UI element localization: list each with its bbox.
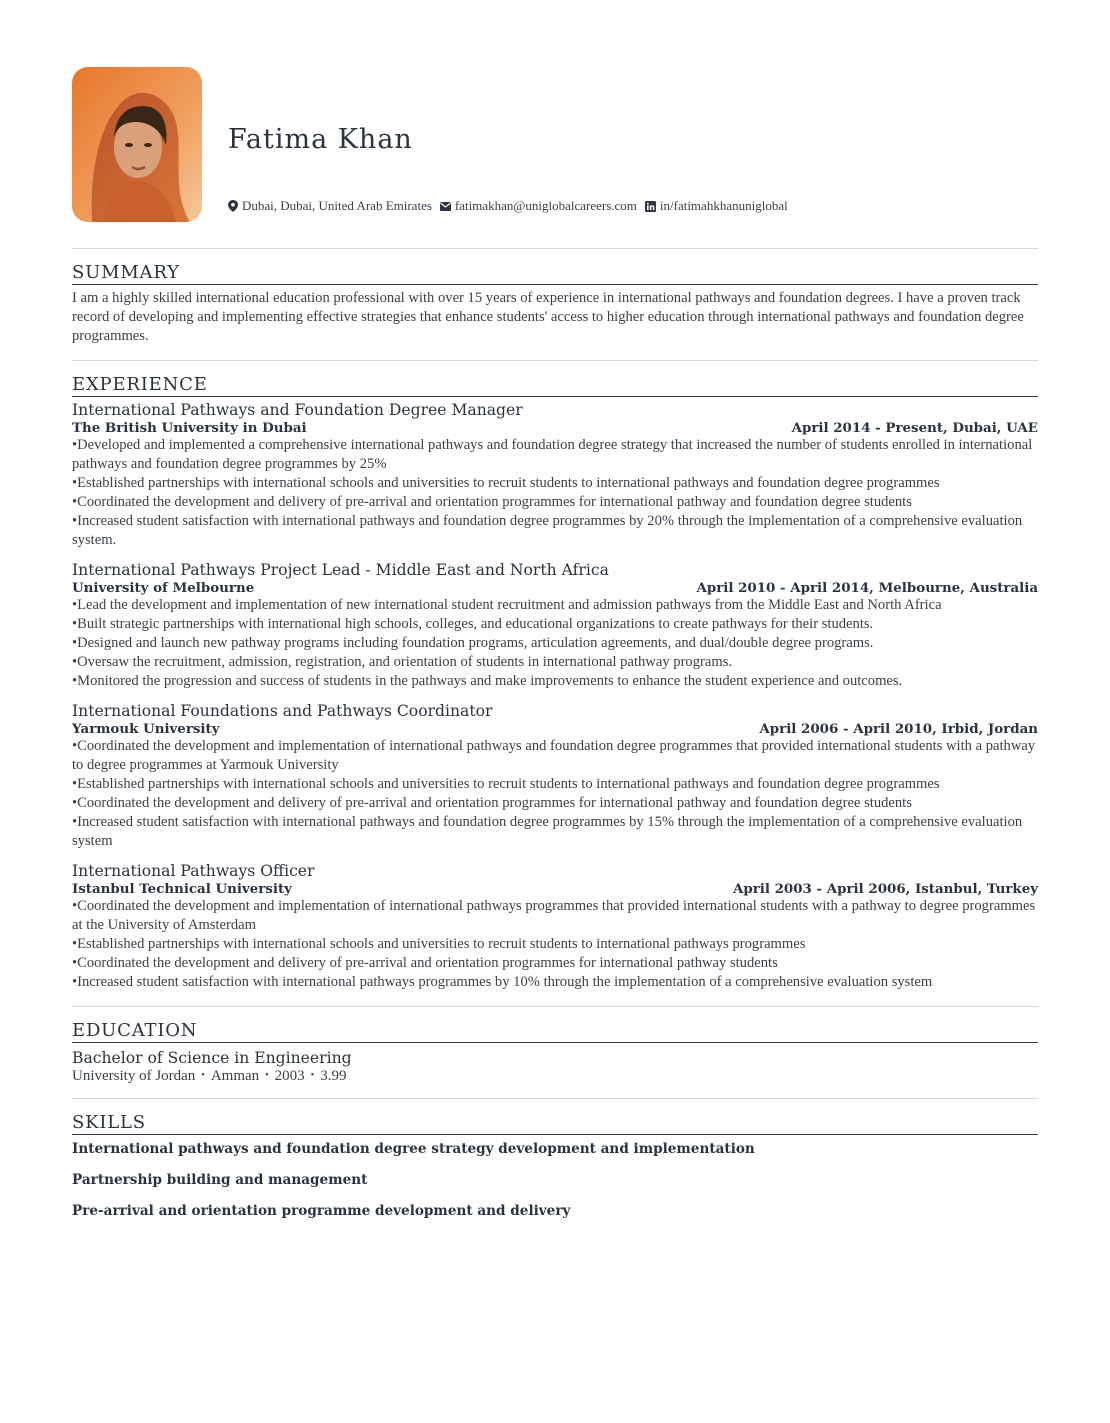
education-title: EDUCATION: [72, 1020, 1038, 1043]
separator-dot-icon: •: [201, 1070, 205, 1081]
job-bullet: • Designed and launch new pathway programs including foundation programs, articulation agreements, and dual/double degree programs.: [72, 634, 1038, 653]
summary-title: SUMMARY: [72, 262, 1038, 285]
job-bullet: • Established partnerships with international schools and universities to recruit students to international pathways and foundation degree programmes: [72, 474, 1038, 493]
job-company: University of Melbourne: [72, 580, 255, 596]
contact-location: [228, 198, 432, 214]
job-meta: April 2006 - April 2010, Irbid, Jordan: [759, 721, 1038, 737]
summary-section: [72, 262, 1038, 346]
divider: [72, 1006, 1038, 1007]
divider: [72, 248, 1038, 249]
contact-bar: [228, 198, 788, 214]
contact-email[interactable]: [440, 198, 637, 214]
job-bullet: • Coordinated the development and implementation of international pathways and foundation degree programmes that provided international students with a pathway to degree programmes at Yarmouk University: [72, 737, 1038, 775]
job-bullet: • Monitored the progression and success of students in the pathways and make improvements to enhance the student experience and outcomes.: [72, 672, 1038, 691]
divider: [72, 1098, 1038, 1099]
experience-section: [72, 374, 1038, 992]
job-title: International Foundations and Pathways Coordinator: [72, 702, 493, 720]
skill-item: International pathways and foundation degree strategy development and implementation: [72, 1141, 755, 1157]
job-subheader: [72, 420, 1038, 436]
job-company: Yarmouk University: [72, 721, 220, 737]
skills-section: [72, 1112, 1038, 1220]
job-bullet: • Established partnerships with international schools and universities to recruit students to international pathways programmes: [72, 935, 1038, 954]
education-degree: Bachelor of Science in Engineering: [72, 1049, 352, 1067]
job-bullet: • Developed and implemented a comprehensive international pathways and foundation degree strategy that increased the number of students enrolled in international pathways and foundation degree programmes by 25%: [72, 436, 1038, 474]
skill-item: Pre-arrival and orientation programme development and delivery: [72, 1203, 571, 1219]
job-meta: April 2003 - April 2006, Istanbul, Turkey: [732, 881, 1038, 897]
job-bullet: • Coordinated the development and delivery of pre-arrival and orientation programmes for international pathway students: [72, 954, 1038, 973]
education-details: [72, 1067, 1038, 1085]
job-bullet: • Built strategic partnerships with international high schools, colleges, and educational organizations to create pathways for their students.: [72, 615, 1038, 634]
job-entry: [72, 862, 1038, 992]
job-bullet: • Oversaw the recruitment, admission, registration, and orientation of students in international pathway programs.: [72, 653, 1038, 672]
resume-page: [72, 66, 1038, 1220]
location-text: Dubai, Dubai, United Arab Emirates: [242, 198, 432, 213]
separator-dot-icon: •: [310, 1070, 315, 1081]
summary-text: I am a highly skilled international education professional with over 15 years of experience in international pathways and foundation degrees. I have a proven track record of developing and implementing effective strategies that enhance students' access to higher education through international pathways and foundation degree programmes.: [72, 290, 1024, 344]
education-year: 2003: [274, 1068, 305, 1084]
linkedin-text[interactable]: in/fatimahkhanuniglobal: [659, 198, 788, 213]
job-bullet: • Increased student satisfaction with international pathways programmes by 10% through the implementation of a comprehensive evaluation system: [72, 973, 1038, 992]
education-section: [72, 1020, 1038, 1085]
job-subheader: [72, 881, 1038, 897]
envelope-icon: [440, 202, 451, 211]
job-title: International Pathways and Foundation Degree Manager: [72, 401, 523, 419]
resume-header: [72, 66, 1038, 222]
experience-title: EXPERIENCE: [72, 374, 1038, 397]
job-subheader: [72, 721, 1038, 737]
education-city: Amman: [210, 1068, 260, 1084]
separator-dot-icon: •: [265, 1070, 269, 1081]
skills-title: SKILLS: [72, 1112, 1038, 1135]
job-entry: [72, 561, 1038, 691]
divider: [72, 360, 1038, 361]
job-bullet: • Coordinated the development and implementation of international pathways programmes that provided international students with a pathway to degree programmes at the University of Amsterdam: [72, 897, 1038, 935]
location-pin-icon: [228, 200, 238, 212]
job-company: Istanbul Technical University: [72, 881, 292, 897]
job-bullet: • Increased student satisfaction with international pathways and foundation degree programmes by 20% through the implementation of a comprehensive evaluation system.: [72, 512, 1038, 550]
education-gpa: 3.99: [320, 1068, 347, 1084]
job-title: International Pathways Project Lead - Middle East and North Africa: [72, 561, 609, 579]
job-company: The British University in Dubai: [72, 420, 307, 436]
job-bullet: • Established partnerships with international schools and universities to recruit students to international pathways and foundation degree programmes: [72, 775, 1038, 794]
job-bullet: • Coordinated the development and delivery of pre-arrival and orientation programmes for international pathway and foundation degree students: [72, 493, 1038, 512]
skill-item: Partnership building and management: [72, 1172, 368, 1188]
job-bullets: [72, 436, 1038, 550]
job-title: International Pathways Officer: [72, 862, 315, 880]
email-text[interactable]: fatimakhan@uniglobalcareers.com: [454, 198, 637, 213]
job-entry: [72, 401, 1038, 550]
job-bullets: [72, 596, 1038, 691]
job-bullet: • Coordinated the development and delivery of pre-arrival and orientation programmes for international pathway and foundation degree students: [72, 794, 1038, 813]
linkedin-icon: [645, 201, 656, 212]
job-bullets: [72, 737, 1038, 851]
job-bullets: [72, 897, 1038, 992]
education-school: University of Jordan: [72, 1068, 196, 1084]
job-entry: [72, 702, 1038, 851]
profile-photo: [72, 67, 202, 222]
job-bullet: • Increased student satisfaction with international pathways and foundation degree programmes by 15% through the implementation of a comprehensive evaluation system: [72, 813, 1038, 851]
job-subheader: [72, 580, 1038, 596]
contact-linkedin[interactable]: [645, 198, 788, 214]
profile-photo-illustration: [72, 67, 202, 222]
job-meta: April 2014 - Present, Dubai, UAE: [791, 420, 1038, 436]
candidate-name: Fatima Khan: [228, 124, 413, 155]
job-bullet: • Lead the development and implementation of new international student recruitment and admission pathways from the Middle East and North Africa: [72, 596, 1038, 615]
job-meta: April 2010 - April 2014, Melbourne, Australia: [696, 580, 1038, 596]
